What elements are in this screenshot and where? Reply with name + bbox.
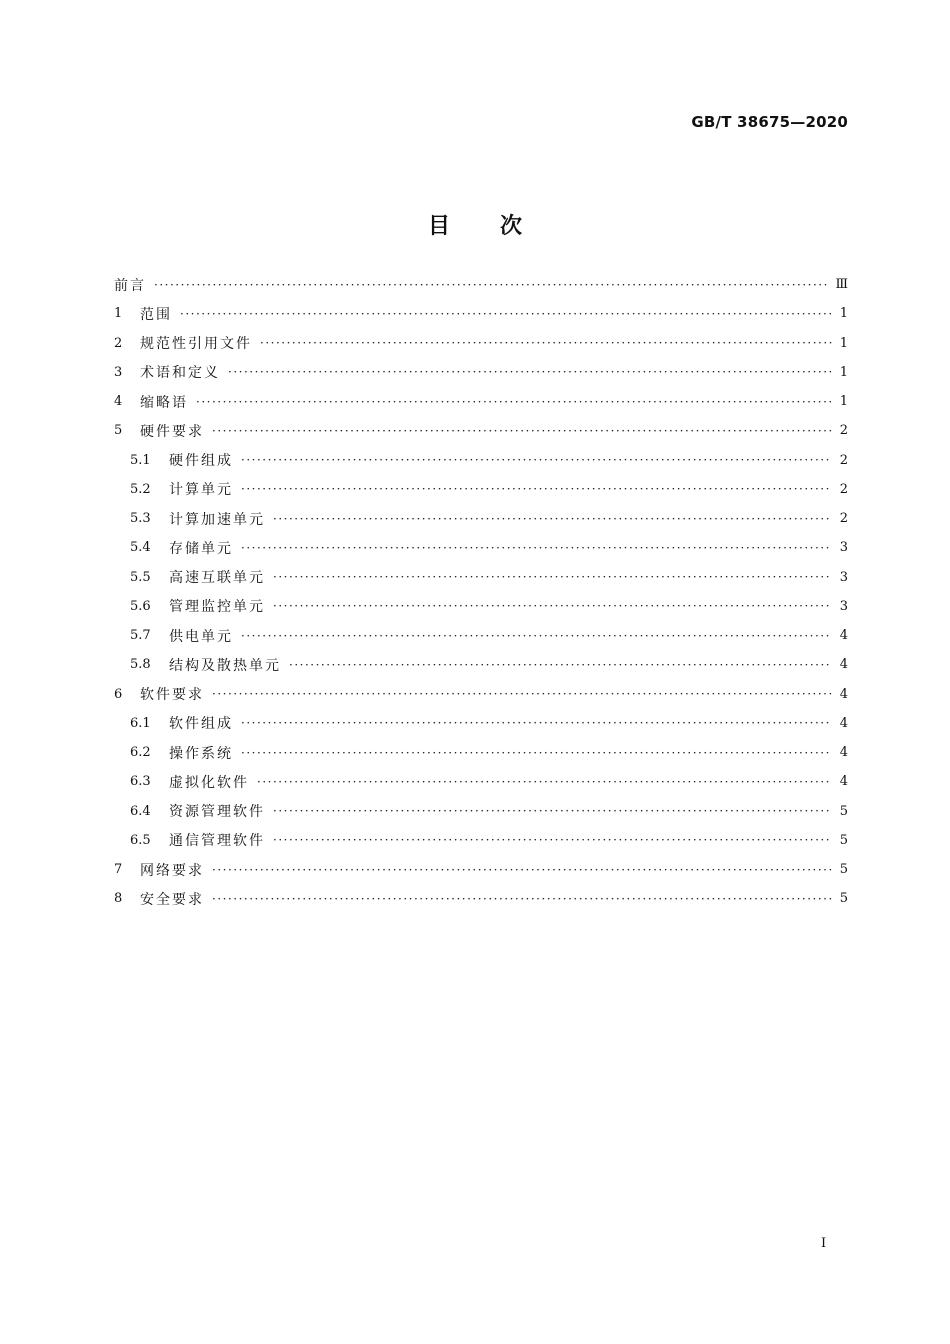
toc-entry-title: 虚拟化软件 xyxy=(169,774,249,791)
toc-entry-number: 5.2 xyxy=(130,481,151,497)
toc-entry-title: 范围 xyxy=(140,306,172,323)
toc-entry-title: 术语和定义 xyxy=(140,365,220,382)
toc-entry-page: Ⅲ xyxy=(835,277,848,293)
toc-entry[interactable] xyxy=(114,855,848,884)
toc-entry[interactable] xyxy=(114,329,848,358)
toc-entry-number: 6 xyxy=(114,686,123,702)
toc-entry-number: 5.5 xyxy=(130,569,151,585)
toc-entry-page: 5 xyxy=(839,803,848,819)
toc-entry-title: 管理监控单元 xyxy=(169,599,265,616)
toc-entry[interactable] xyxy=(114,884,848,913)
toc-entry-title: 网络要求 xyxy=(140,862,204,879)
toc-entry-page: 1 xyxy=(839,364,848,380)
toc-entry-page: 2 xyxy=(839,423,848,439)
toc-entry-page: 4 xyxy=(839,686,848,702)
toc-dot-leader xyxy=(241,541,832,555)
toc-entry-number: 4 xyxy=(114,394,123,410)
toc-entry[interactable] xyxy=(114,504,848,533)
toc-entry-page: 5 xyxy=(839,891,848,907)
toc-entry-number: 5 xyxy=(114,423,123,439)
toc-entry-title: 软件组成 xyxy=(169,716,233,733)
toc-dot-leader xyxy=(241,629,832,643)
toc-entry-number: 6.4 xyxy=(130,803,151,819)
toc-entry[interactable] xyxy=(114,592,848,621)
toc-dot-leader xyxy=(273,512,832,526)
toc-dot-leader xyxy=(273,804,832,818)
toc-entry[interactable] xyxy=(114,533,848,562)
toc-entry[interactable] xyxy=(114,680,848,709)
toc-entry-number: 6.3 xyxy=(130,774,151,790)
toc-dot-leader xyxy=(228,365,832,379)
toc-entry-page: 3 xyxy=(839,569,848,585)
toc-entry-title: 硬件要求 xyxy=(140,423,204,440)
toc-entry-number: 3 xyxy=(114,364,123,380)
toc-entry-title: 安全要求 xyxy=(140,891,204,908)
toc-entry[interactable] xyxy=(114,826,848,855)
toc-dot-leader xyxy=(257,775,832,789)
toc-entry-page: 4 xyxy=(839,745,848,761)
toc-entry-title: 缩略语 xyxy=(140,394,188,411)
toc-entry-page: 4 xyxy=(839,774,848,790)
toc-dot-leader xyxy=(212,424,832,438)
page-title: 目次 xyxy=(427,213,572,239)
standard-code: GB/T 38675—2020 xyxy=(691,113,848,131)
toc-entry-page: 5 xyxy=(839,862,848,878)
toc-entry[interactable] xyxy=(114,650,848,679)
toc-entry[interactable] xyxy=(114,563,848,592)
toc-entry-number: 7 xyxy=(114,862,123,878)
toc-entry-number: 5.4 xyxy=(130,540,151,556)
toc-entry-page: 1 xyxy=(839,394,848,410)
toc-entry-title: 通信管理软件 xyxy=(169,833,265,850)
toc-dot-leader xyxy=(273,599,832,613)
toc-entry-page: 1 xyxy=(839,335,848,351)
toc-entry[interactable] xyxy=(114,475,848,504)
toc-entry-number: 5.3 xyxy=(130,511,151,527)
toc-dot-leader xyxy=(241,716,832,730)
toc-entry-page: 3 xyxy=(839,598,848,614)
toc-entry-title: 高速互联单元 xyxy=(169,570,265,587)
toc-entry-title: 硬件组成 xyxy=(169,453,233,470)
toc-entry-page: 4 xyxy=(839,715,848,731)
toc-entry-title: 资源管理软件 xyxy=(169,804,265,821)
toc-entry[interactable] xyxy=(114,270,848,299)
toc-entry-title: 规范性引用文件 xyxy=(140,336,252,353)
toc-dot-leader xyxy=(154,278,829,292)
toc-dot-leader xyxy=(241,482,832,496)
toc-entry[interactable] xyxy=(114,446,848,475)
toc-dot-leader xyxy=(241,746,832,760)
toc-entry-page: 4 xyxy=(839,628,848,644)
page-number: I xyxy=(821,1236,827,1251)
toc-entry[interactable] xyxy=(114,767,848,796)
toc-dot-leader xyxy=(212,687,832,701)
toc-dot-leader xyxy=(241,453,832,467)
toc-entry-number: 6.5 xyxy=(130,832,151,848)
toc-entry-page: 2 xyxy=(839,452,848,468)
toc-dot-leader xyxy=(289,658,832,672)
toc-entry-number: 5.1 xyxy=(130,452,151,468)
toc-entry[interactable] xyxy=(114,621,848,650)
toc-entry-title: 计算单元 xyxy=(169,482,233,499)
toc-dot-leader xyxy=(196,395,832,409)
toc-dot-leader xyxy=(212,892,832,906)
toc-entry-title: 操作系统 xyxy=(169,745,233,762)
toc-dot-leader xyxy=(212,863,832,877)
toc-entry-page: 3 xyxy=(839,540,848,556)
toc-entry-page: 1 xyxy=(839,306,848,322)
toc-entry-number: 2 xyxy=(114,335,123,351)
toc-entry-title: 结构及散热单元 xyxy=(169,657,281,674)
toc-entry[interactable] xyxy=(114,358,848,387)
toc-entry[interactable] xyxy=(114,738,848,767)
table-of-contents xyxy=(114,270,848,914)
toc-entry-title: 前言 xyxy=(114,277,146,294)
toc-entry-number: 6.2 xyxy=(130,745,151,761)
toc-entry-number: 1 xyxy=(114,306,123,322)
toc-dot-leader xyxy=(180,307,832,321)
toc-entry-page: 4 xyxy=(839,657,848,673)
toc-entry[interactable] xyxy=(114,797,848,826)
toc-dot-leader xyxy=(260,336,832,350)
toc-entry-title: 存储单元 xyxy=(169,540,233,557)
toc-entry-number: 5.7 xyxy=(130,628,151,644)
toc-entry[interactable] xyxy=(114,387,848,416)
toc-entry-number: 5.6 xyxy=(130,598,151,614)
toc-entry-title: 计算加速单元 xyxy=(169,511,265,528)
toc-entry-page: 2 xyxy=(839,481,848,497)
toc-entry-page: 5 xyxy=(839,832,848,848)
toc-entry-title: 软件要求 xyxy=(140,687,204,704)
toc-entry-number: 6.1 xyxy=(130,715,151,731)
toc-entry[interactable] xyxy=(114,709,848,738)
toc-entry[interactable] xyxy=(114,299,848,328)
toc-dot-leader xyxy=(273,833,832,847)
toc-entry-page: 2 xyxy=(839,511,848,527)
toc-entry-title: 供电单元 xyxy=(169,628,233,645)
toc-dot-leader xyxy=(273,570,832,584)
toc-entry[interactable] xyxy=(114,416,848,445)
toc-entry-number: 8 xyxy=(114,891,123,907)
toc-entry-number: 5.8 xyxy=(130,657,151,673)
